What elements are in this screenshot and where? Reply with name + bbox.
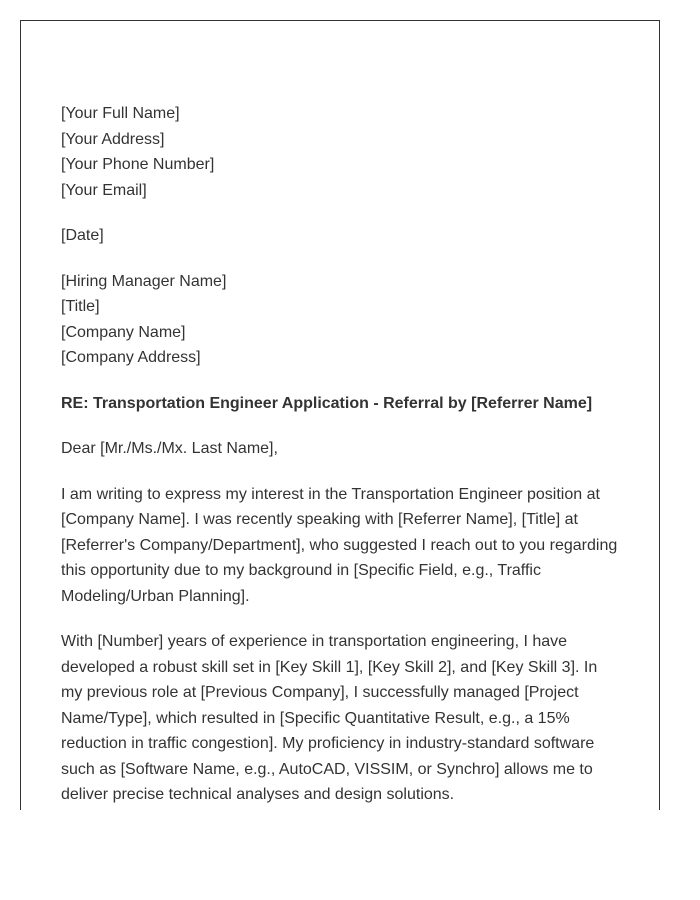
body-paragraph-2 bbox=[61, 629, 631, 808]
letter-content bbox=[61, 101, 631, 808]
sender-block bbox=[61, 101, 631, 203]
recipient-title: [Title] bbox=[61, 298, 100, 315]
recipient-name: [Hiring Manager Name] bbox=[61, 272, 227, 290]
paragraph-line: this opportunity due to my background in [Specific Field, e.g., Traffic bbox=[61, 562, 541, 579]
paragraph-line: reduction in traffic congestion]. My proficiency in industry-standard software bbox=[61, 735, 595, 752]
paragraph-line: [Referrer's Company/Department], who suggested I reach out to you regarding bbox=[61, 536, 618, 554]
paragraph-line: [Company Name]. I was recently speaking with [Referrer Name], [Title] at bbox=[61, 511, 578, 528]
subject-line: RE: Transportation Engineer Application - Referral by [Referrer Name] bbox=[61, 394, 593, 412]
letter-date: [Date] bbox=[61, 227, 104, 244]
salutation: Dear [Mr./Ms./Mx. Last Name], bbox=[61, 440, 278, 457]
date-block bbox=[61, 223, 631, 249]
letter-page bbox=[20, 20, 660, 810]
recipient-company: [Company Name] bbox=[61, 323, 186, 341]
recipient-address: [Company Address] bbox=[61, 349, 201, 366]
paragraph-line: developed a robust skill set in [Key Skill 1], [Key Skill 2], and [Key Skill 3]. In bbox=[61, 658, 598, 676]
sender-address: [Your Address] bbox=[61, 130, 165, 148]
recipient-block bbox=[61, 269, 631, 371]
paragraph-line: Name/Type], which resulted in [Specific Quantitative Result, e.g., a 15% bbox=[61, 709, 570, 727]
paragraph-line: I am writing to express my interest in the Transportation Engineer position at bbox=[61, 485, 600, 503]
paragraph-line: my previous role at [Previous Company], I successfully managed [Project bbox=[61, 684, 579, 701]
paragraph-line: deliver precise technical analyses and design solutions. bbox=[61, 786, 455, 803]
paragraph-line: such as [Software Name, e.g., AutoCAD, VISSIM, or Synchro] allows me to bbox=[61, 760, 593, 778]
sender-name: [Your Full Name] bbox=[61, 105, 180, 122]
paragraph-line: Modeling/Urban Planning]. bbox=[61, 587, 250, 605]
body-paragraph-1 bbox=[61, 482, 631, 610]
sender-phone: [Your Phone Number] bbox=[61, 156, 215, 173]
sender-email: [Your Email] bbox=[61, 181, 147, 199]
paragraph-line: With [Number] years of experience in transportation engineering, I have bbox=[61, 633, 568, 650]
